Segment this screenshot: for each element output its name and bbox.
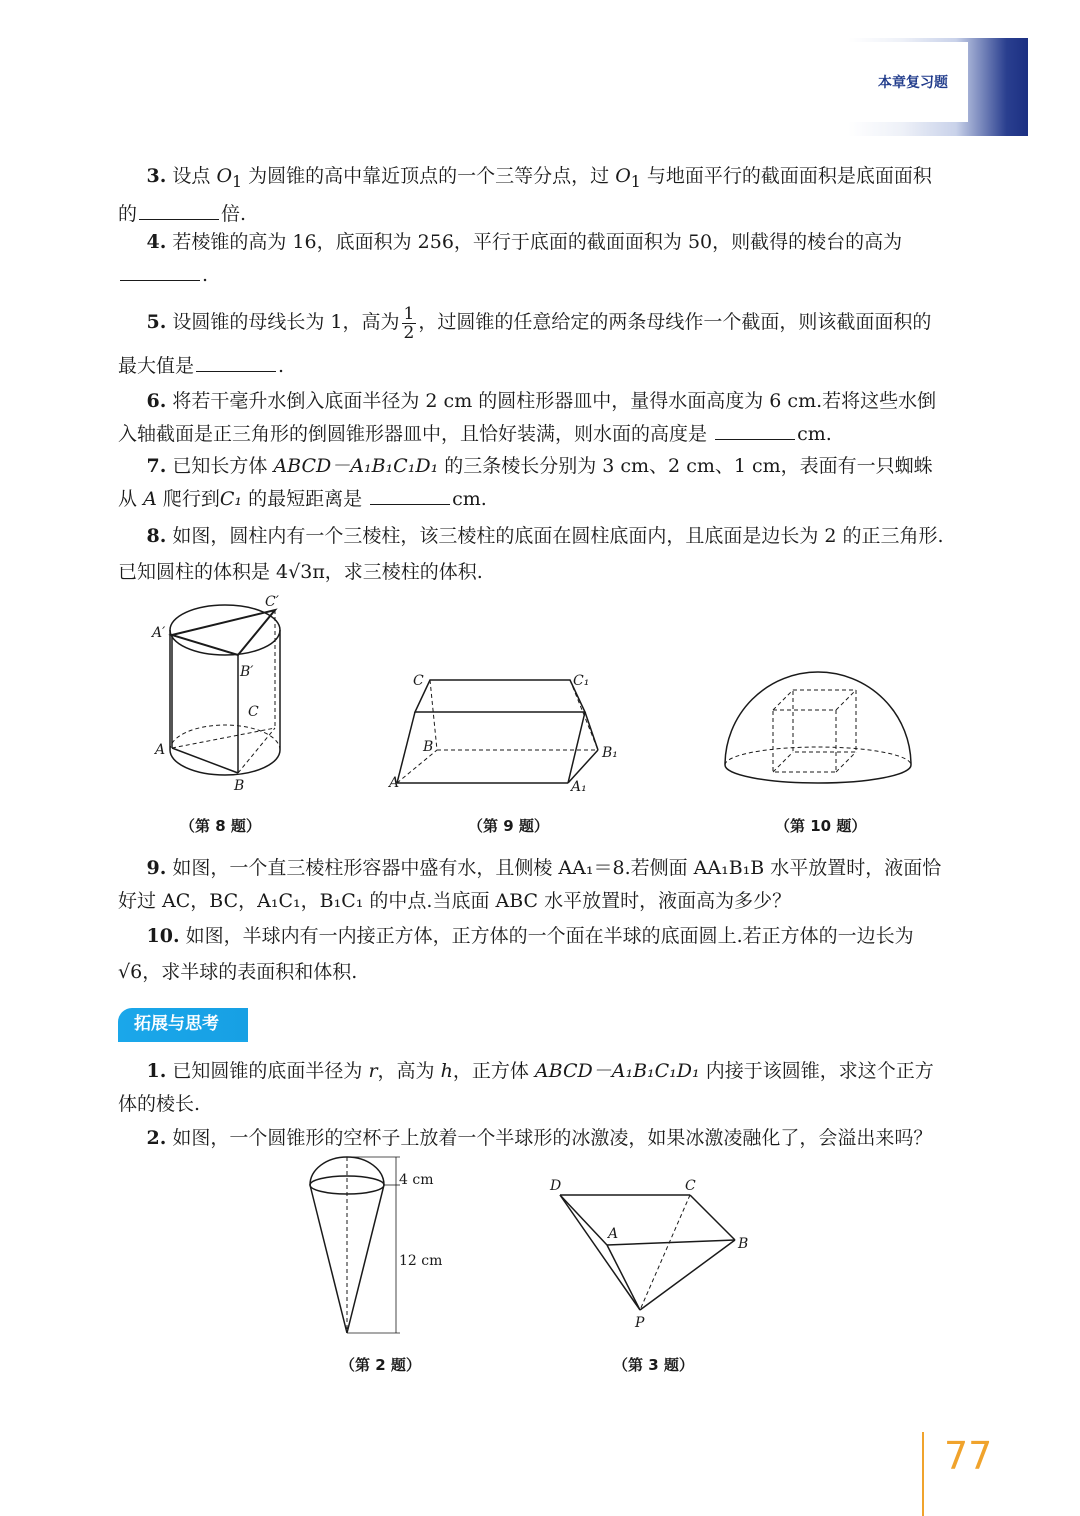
answer-blank[interactable] <box>139 199 219 220</box>
caption-figure-10: （第 10 题） <box>775 817 867 835</box>
dimension-12cm: 12 cm <box>399 1253 443 1269</box>
figure-3-pyramid <box>545 1175 765 1335</box>
problem-number: 3. <box>146 165 167 187</box>
label-a1: A₁ <box>571 779 587 795</box>
problem-number: 10. <box>146 925 180 947</box>
label-c1: C₁ <box>573 673 590 689</box>
label-a-prime: A′ <box>152 625 166 641</box>
problem-3: 3. 设点 $O_1$ 为圆锥的高中靠近顶点的一个三等分点，过 $O_1$ 与地面平行的截面面积是底面面积的 倍. <box>118 165 932 225</box>
label-p: P <box>635 1315 645 1331</box>
label-c: C <box>685 1178 696 1194</box>
label-c-prime: C′ <box>265 594 279 610</box>
page-number-divider <box>922 1432 924 1516</box>
label-b: B <box>234 778 245 794</box>
label-b-prime: B′ <box>240 664 254 680</box>
page-number: 77 <box>944 1434 993 1478</box>
label-b: B <box>423 739 434 755</box>
problem-number: 8. <box>146 525 167 547</box>
label-a: A <box>155 742 166 758</box>
label-c: C <box>248 704 259 720</box>
extension-1: 1. 已知圆锥的底面半径为 r，高为 h，正方体 ABCD－A₁B₁C₁D₁ 内接于该圆锥，求这个正方体的棱长. <box>118 1060 934 1115</box>
extension-2: 2. 如图，一个圆锥形的空杯子上放着一个半球形的冰激凌，如果冰激凌融化了，会溢出来吗？ <box>146 1127 933 1149</box>
problem-number: 6. <box>146 390 167 412</box>
label-d: D <box>550 1178 562 1194</box>
label-c: C <box>413 673 424 689</box>
problem-8: 8. 如图，圆柱内有一个三棱柱，该三棱柱的底面在圆柱底面内，且底面是边长为 2 的正三角形.已知圆柱的体积是 4√3π，求三棱柱的体积. <box>118 525 944 583</box>
answer-blank[interactable] <box>196 351 276 372</box>
figure-2-ice-cream-cone <box>300 1155 460 1340</box>
fraction-one-half: $\frac{1}{2}$ <box>403 303 415 343</box>
problem-number: 9. <box>146 857 167 879</box>
problem-number: 4. <box>146 231 167 253</box>
caption-figure-2: （第 2 题） <box>340 1356 421 1374</box>
answer-blank[interactable] <box>370 484 450 505</box>
figure-10-hemisphere <box>718 650 918 790</box>
figure-9-prism <box>385 665 635 795</box>
problem-6: 6. 将若干毫升水倒入底面半径为 2 cm 的圆柱形器皿中，量得水面高度为 6 cm.若将这些水倒入轴截面是正三角形的倒圆锥形器皿中，且恰好装满，则水面的高度是 cm. <box>118 390 937 445</box>
problem-number: 1. <box>146 1060 167 1082</box>
problem-number: 2. <box>146 1127 167 1149</box>
problem-5: 5. 设圆锥的母线长为 1，高为 $\frac{1}{2}$ ，过圆锥的任意给定的两条母线作一个截面，则该截面面积的最大值是 . <box>118 303 932 377</box>
label-b1: B₁ <box>602 745 618 761</box>
problem-number: 5. <box>146 311 167 333</box>
label-a: A <box>608 1226 619 1242</box>
problem-9: 9. 如图，一个直三棱柱形容器中盛有水，且侧棱 AA₁＝8.若侧面 AA₁B₁B 水平放置时，液面恰好过 AC，BC，A₁C₁，B₁C₁ 的中点.当底面 ABC 水平放置时，液面高为多少？ <box>118 857 942 912</box>
chapter-tab-label: 本章复习题 <box>878 75 948 91</box>
label-b: B <box>738 1236 749 1252</box>
caption-figure-3: （第 3 题） <box>613 1356 694 1374</box>
caption-figure-9: （第 9 题） <box>468 817 549 835</box>
dimension-4cm: 4 cm <box>399 1172 434 1188</box>
caption-figure-8: （第 8 题） <box>180 817 261 835</box>
figure-8-cylinder <box>150 588 300 803</box>
label-a: A <box>389 775 400 791</box>
section-heading: 拓展与思考 <box>118 1008 248 1040</box>
problem-7: 7. 已知长方体 ABCD－A₁B₁C₁D₁ 的三条棱长分别为 3 cm、2 cm、1 cm，表面有一只蜘蛛从 A 爬行到C₁ 的最短距离是 cm. <box>118 455 933 510</box>
section-underline <box>118 1040 248 1042</box>
problem-10: 10. 如图，半球内有一内接正方体，正方体的一个面在半球的底面圆上.若正方体的一边长为√6，求半球的表面积和体积. <box>118 925 914 983</box>
answer-blank[interactable] <box>715 419 795 440</box>
problem-number: 7. <box>146 455 167 477</box>
answer-blank[interactable] <box>120 260 200 281</box>
problem-4: 4. 若棱锥的高为 16，底面积为 256，平行于底面的截面面积为 50，则截得的棱台的高为. <box>118 226 948 292</box>
